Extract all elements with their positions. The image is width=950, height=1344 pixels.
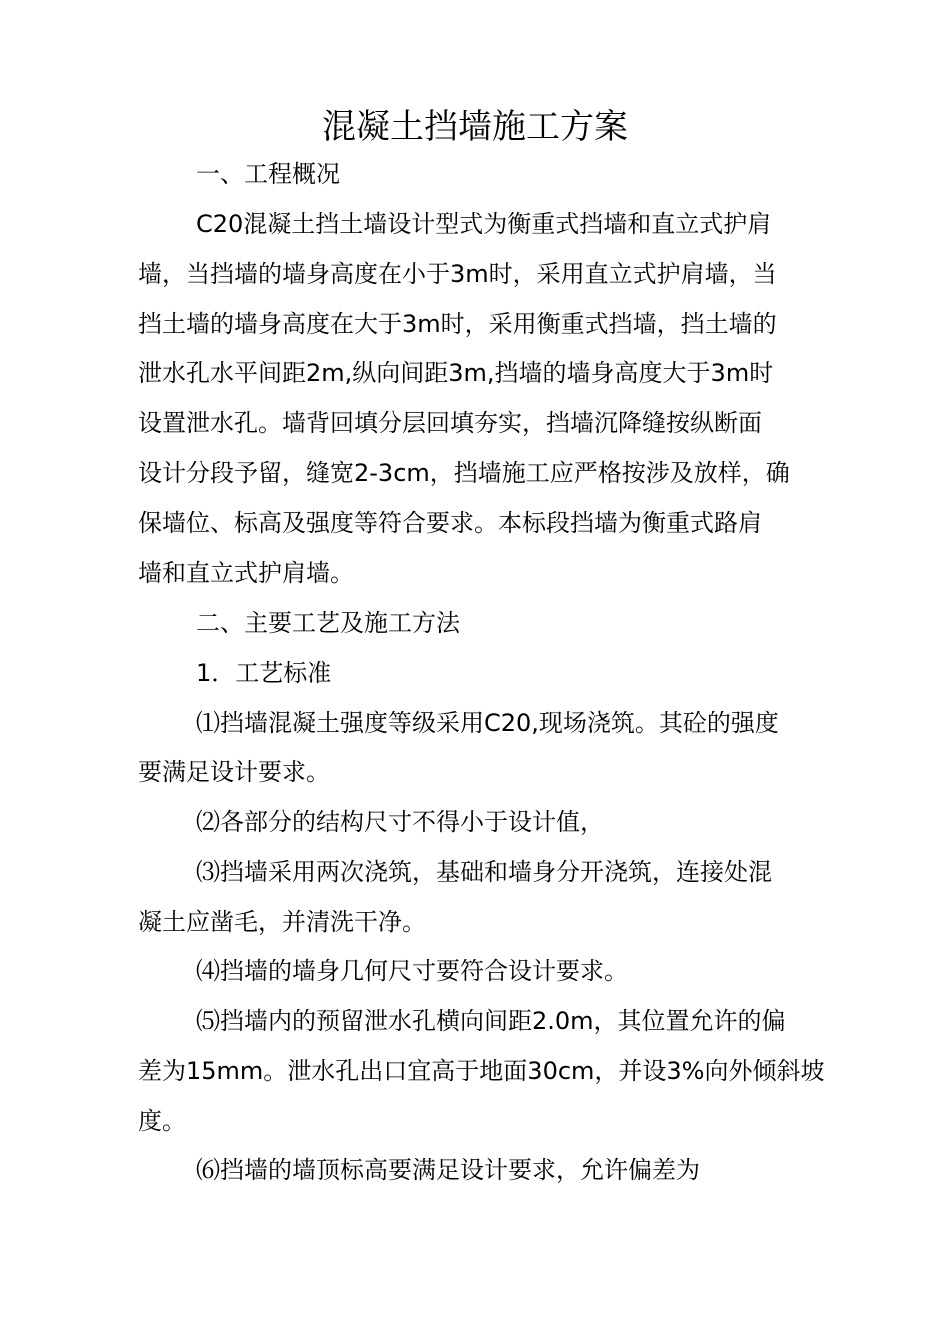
section-heading-overview: 一、工程概况 (196, 160, 340, 188)
list-item-3: ⑶挡墙采用两次浇筑，基础和墙身分开浇筑，连接处混 (196, 858, 772, 886)
list-item-5-cont: 度。 (138, 1107, 186, 1135)
document-title: 混凝土挡墙施工方案 (322, 107, 628, 147)
section-heading-methods: 二、主要工艺及施工方法 (196, 609, 460, 637)
subsection-heading-standards: 1．工艺标准 (196, 659, 332, 687)
list-item-1-cont: 要满足设计要求。 (138, 758, 330, 786)
paragraph-line: 设置泄水孔。墙背回填分层回填夯实，挡墙沉降缝按纵断面 (138, 409, 762, 437)
list-item-2: ⑵各部分的结构尺寸不得小于设计值， (196, 808, 604, 836)
list-item-1: ⑴挡墙混凝土强度等级采用C20,现场浇筑。其砼的强度 (196, 709, 779, 737)
list-item-6: ⑹挡墙的墙顶标高要满足设计要求，允许偏差为 (196, 1156, 700, 1184)
paragraph-line: 保墙位、标高及强度等符合要求。本标段挡墙为衡重式路肩 (138, 509, 762, 537)
paragraph-line: 墙，当挡墙的墙身高度在小于3m时，采用直立式护肩墙，当 (138, 260, 777, 288)
paragraph-line: 挡土墙的墙身高度在大于3m时，采用衡重式挡墙，挡土墙的 (138, 310, 777, 338)
list-item-4: ⑷挡墙的墙身几何尺寸要符合设计要求。 (196, 957, 628, 985)
paragraph-line: 墙和直立式护肩墙。 (138, 559, 354, 587)
paragraph-line: C20混凝土挡土墙设计型式为衡重式挡墙和直立式护肩 (196, 210, 772, 238)
paragraph-line: 泄水孔水平间距2m,纵向间距3m,挡墙的墙身高度大于3m时 (138, 359, 774, 387)
list-item-5-cont: 差为15mm。泄水孔出口宜高于地面30cm，并设3%向外倾斜坡 (138, 1057, 825, 1085)
list-item-3-cont: 凝土应凿毛，并清洗干净。 (138, 908, 426, 936)
list-item-5: ⑸挡墙内的预留泄水孔横向间距2.0m，其位置允许的偏 (196, 1007, 786, 1035)
paragraph-line: 设计分段予留，缝宽2-3cm，挡墙施工应严格按涉及放样，确 (138, 459, 790, 487)
